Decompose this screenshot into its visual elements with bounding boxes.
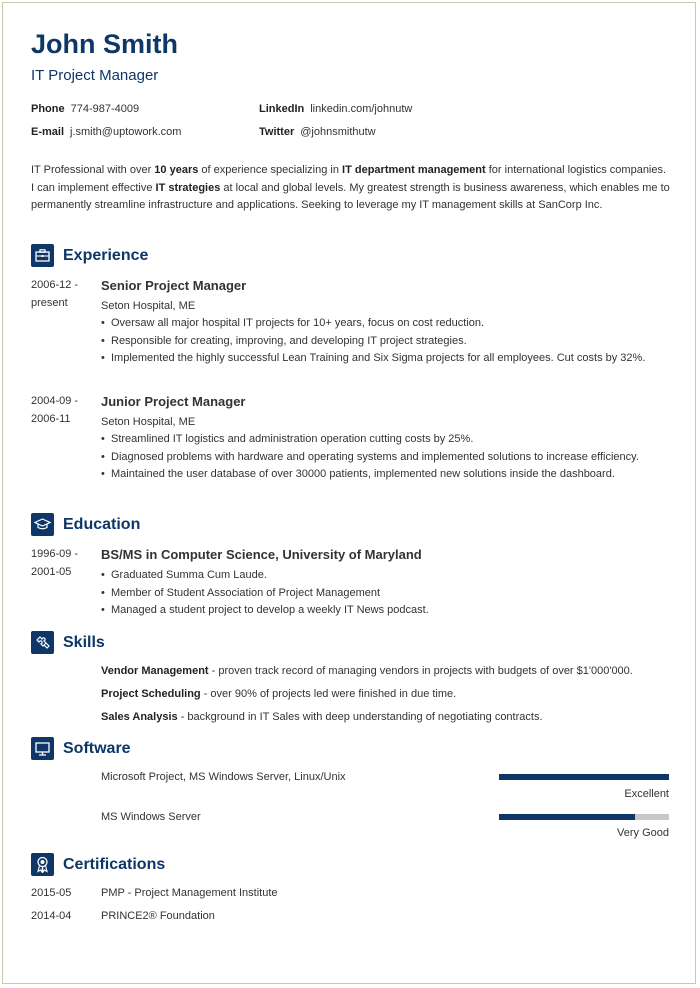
list-item: • Responsible for creating, improving, and developing IT project strategies. [101, 333, 645, 351]
skill-name: Vendor Management [101, 665, 209, 677]
job-date-end: 2006-11 [31, 412, 71, 425]
education-date [31, 546, 78, 581]
contact-linkedin-label: LinkedIn [259, 103, 305, 115]
award-ribbon-icon [31, 853, 54, 876]
job-date [31, 393, 78, 428]
contact-phone [31, 103, 139, 115]
job-bullets [101, 315, 645, 368]
experience-heading: Experience [63, 247, 149, 264]
list-item: • Diagnosed problems with hardware and operating systems and implemented solutions to increase efficiency. [101, 449, 639, 467]
education-bullets [101, 567, 429, 620]
software-level-fill [499, 814, 635, 820]
list-item: • Graduated Summa Cum Laude. [101, 567, 429, 585]
contact-phone-label: Phone [31, 103, 65, 115]
software-heading: Software [63, 740, 131, 757]
skill-name: Project Scheduling [101, 688, 201, 700]
education-degree: BS/MS in Computer Science, University of Maryland [101, 547, 422, 562]
resume-name: John Smith [31, 29, 178, 59]
puzzle-icon [31, 631, 54, 654]
skill-item [101, 711, 543, 723]
summary-text: IT Professional with over [31, 164, 155, 176]
software-level-bar [499, 814, 669, 820]
cert-name: PMP - Project Management Institute [101, 887, 278, 899]
software-level-label: Excellent [624, 788, 669, 800]
software-level-bar [499, 774, 669, 780]
summary-highlight: IT strategies [155, 181, 221, 194]
software-level-fill [499, 774, 669, 780]
contact-email-value: j.smith@uptowork.com [70, 126, 182, 138]
software-name: MS Windows Server [101, 811, 201, 823]
skill-item [101, 665, 633, 677]
skill-desc: - over 90% of projects led were finished in due time. [200, 688, 457, 700]
page-frame [2, 2, 696, 984]
certifications-heading: Certifications [63, 856, 166, 873]
contact-twitter-value: @johnsmithutw [300, 126, 376, 138]
contact-email-label: E-mail [31, 126, 65, 138]
job-date-start: 2004-09 - [31, 395, 79, 407]
contact-twitter [259, 126, 376, 138]
monitor-icon [31, 737, 54, 760]
skills-heading: Skills [63, 634, 105, 651]
summary-highlight: IT department management [342, 164, 486, 176]
cert-date: 2015-05 [31, 887, 72, 899]
summary-text: at local and global levels. My greatest strength is business awareness, which enables me to permanently streamline infrastructure and applications. Seeking to leverage my IT management skills at SanCorp Inc. [31, 181, 670, 211]
skill-name: Sales Analysis [101, 711, 178, 723]
contact-linkedin-value: linkedin.com/johnutw [310, 103, 413, 115]
list-item: • Managed a student project to develop a weekly IT News podcast. [101, 602, 429, 620]
cert-date: 2014-04 [31, 910, 72, 922]
graduation-cap-icon [31, 513, 54, 536]
summary-highlight: 10 years [154, 164, 199, 176]
list-item: • Implemented the highly successful Lean Training and Six Sigma projects for all employees. Cut costs by 32%. [101, 350, 645, 368]
contact-twitter-label: Twitter [259, 126, 295, 138]
contact-phone-value: 774-987-4009 [70, 103, 140, 115]
job-bullets [101, 431, 639, 484]
summary-text: for international logistics companies. I can implement effective [31, 164, 667, 194]
resume-role: IT Project Manager [31, 67, 159, 84]
job-employer: Seton Hospital, ME [101, 416, 196, 428]
skill-item [101, 688, 456, 700]
briefcase-icon [31, 244, 54, 267]
education-date-end: 2001-05 [31, 565, 72, 578]
skill-desc: - proven track record of managing vendors in projects with budgets of over $1'000'000. [208, 665, 633, 677]
job-title: Senior Project Manager [101, 278, 247, 293]
job-date [31, 277, 78, 312]
cert-name: PRINCE2® Foundation [101, 910, 215, 922]
profile-summary [31, 162, 671, 215]
summary-text: of experience specializing in [198, 164, 343, 176]
contact-email [31, 126, 181, 138]
education-date-start: 1996-09 - [31, 548, 79, 560]
list-item: • Member of Student Association of Project Management [101, 585, 429, 603]
job-title: Junior Project Manager [101, 394, 246, 409]
list-item: • Streamlined IT logistics and administration operation cutting costs by 25%. [101, 431, 639, 449]
job-employer: Seton Hospital, ME [101, 300, 196, 312]
software-name: Microsoft Project, MS Windows Server, Linux/Unix [101, 771, 346, 783]
education-heading: Education [63, 516, 141, 533]
list-item: • Maintained the user database of over 30000 patients, implemented new solutions inside the dashboard. [101, 466, 639, 484]
contact-linkedin [259, 103, 412, 115]
list-item: • Oversaw all major hospital IT projects for 10+ years, focus on cost reduction. [101, 315, 645, 333]
skill-desc: - background in IT Sales with deep understanding of negotiating contracts. [177, 711, 543, 723]
job-date-start: 2006-12 - [31, 279, 79, 291]
job-date-end: present [31, 296, 68, 309]
software-level-label: Very Good [617, 827, 669, 839]
